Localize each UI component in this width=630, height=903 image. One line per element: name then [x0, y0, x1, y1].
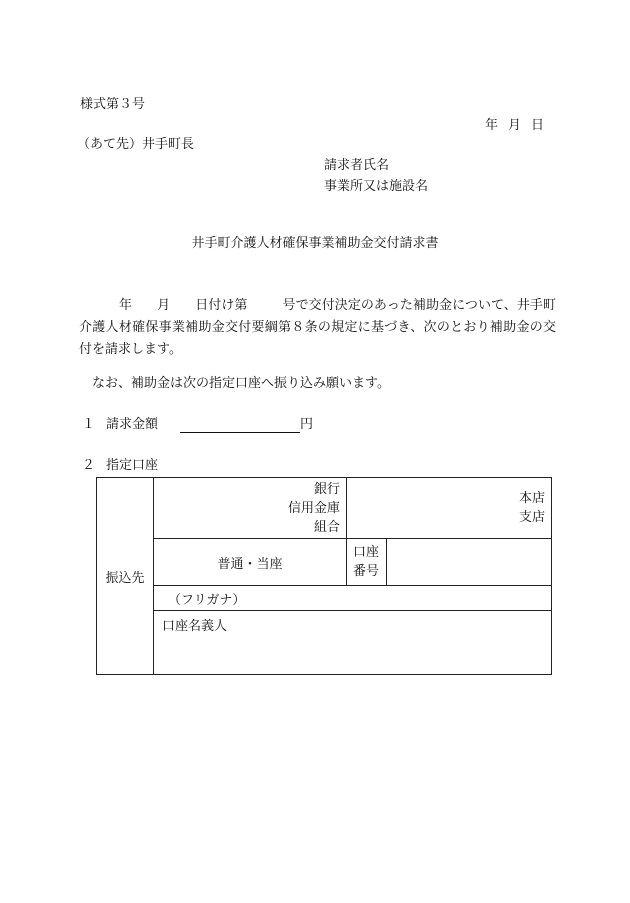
body-dated: 日付け第: [195, 298, 248, 313]
bank-type-credit: 信用金庫: [287, 500, 340, 516]
item-designated-account: [82, 458, 158, 474]
addressee: （あて先）井手町長: [77, 137, 195, 152]
account-type-cell[interactable]: 普通・当座: [154, 539, 347, 586]
account-table: [96, 477, 552, 675]
account-holder-field[interactable]: [154, 611, 552, 675]
destination-label: 振込先: [97, 478, 154, 675]
account-holder-label: 口座名義人: [162, 619, 228, 634]
bank-type-bank: 銀行: [313, 481, 340, 497]
item-claim-amount: [82, 417, 313, 433]
date-line: [485, 118, 554, 134]
furigana-field[interactable]: [154, 586, 552, 611]
amount-blank[interactable]: [180, 418, 300, 433]
account-number-label: [347, 539, 387, 586]
document-title: 井手町介護人材確保事業補助金交付請求書: [191, 236, 439, 251]
branch-type-main: 本店: [519, 491, 546, 506]
body-year: 年: [119, 298, 133, 313]
date-day-label: 日: [531, 118, 545, 133]
form-number: 様式第３号: [80, 97, 146, 112]
item2-label: 指定口座: [106, 458, 159, 473]
furigana-label: （フリガナ）: [168, 592, 246, 608]
account-number-field[interactable]: [387, 539, 552, 586]
facility-name-label: 事業所又は施設名: [324, 179, 429, 194]
date-month-label: 月: [508, 118, 522, 133]
branch-type-cell[interactable]: [347, 478, 552, 539]
account-number-label-2: 番号: [353, 564, 380, 579]
transfer-note: なお、補助金は次の指定口座へ振り込み願います。: [92, 376, 390, 391]
branch-type-branch: 支店: [519, 510, 546, 525]
claimant-name-label: 請求者氏名: [324, 158, 390, 173]
amount-unit: 円: [300, 417, 314, 432]
item2-number: ２: [82, 458, 96, 473]
account-number-label-1: 口座: [353, 545, 380, 560]
body-month: 月: [157, 298, 171, 313]
item1-number: １: [82, 417, 96, 432]
item1-label: 請求金額: [106, 417, 159, 432]
body-paragraph: [79, 295, 556, 361]
body-text: 号で交付決定のあった補助金について、井手町介護人材確保事業補助金交付要綱第８条の規定に基づき、次のとおり補助金の交付を請求します。: [79, 298, 556, 357]
bank-type-cell[interactable]: [154, 478, 347, 539]
bank-type-union: 組合: [313, 519, 340, 535]
date-year-label: 年: [485, 118, 499, 133]
